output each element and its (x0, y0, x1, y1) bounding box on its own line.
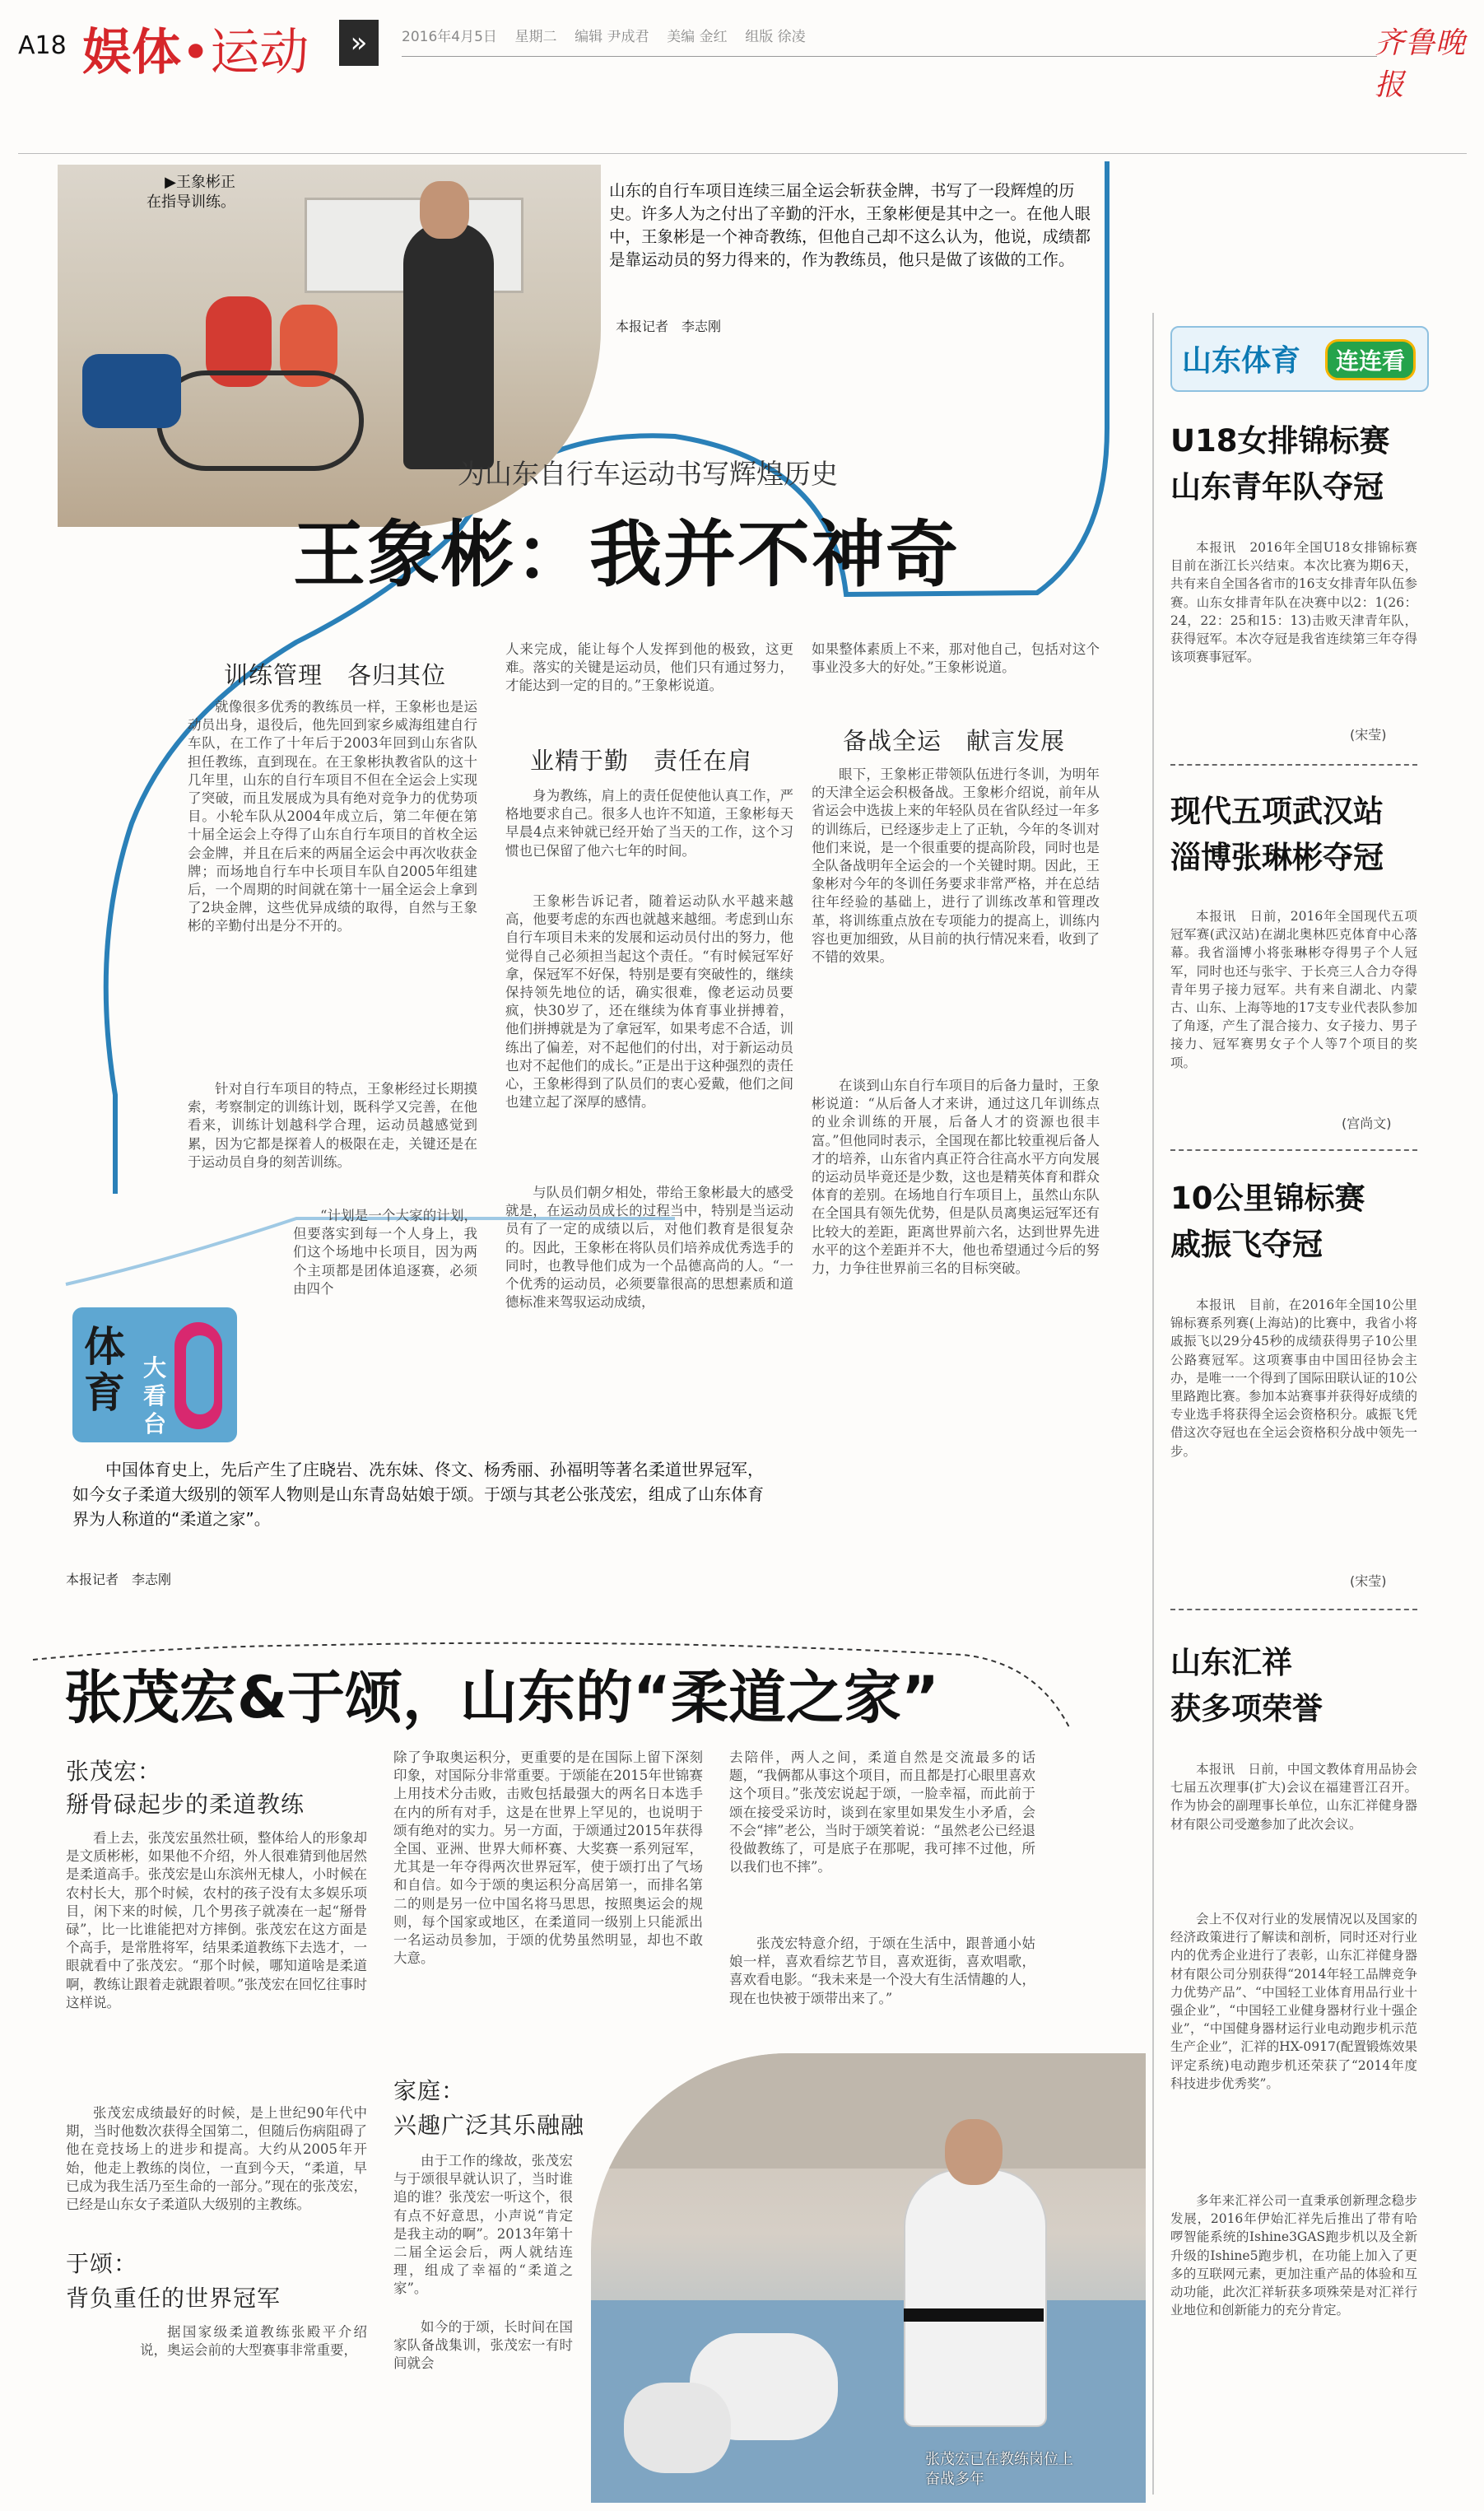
page-number: A18 (18, 31, 67, 60)
sidebar-item1-body: 本报讯 2016年全国U18女排锦标赛目前在浙江长兴结束。本次比赛为期6天，共有来自全国各省市的16支女排青年队伍参赛。山东女排青年队在决赛中以2：1(26：24，22：25和15：13)击败天津青年队，获得冠军。本次夺冠是我省连续第三年夺得该项赛事冠军。 (1170, 540, 1417, 665)
article2-photo (591, 2053, 1146, 2503)
article2-col1-p1: 看上去，张茂宏虽然壮硕，整体给人的形象却是文质彬彬，如果他不介绍，外人很难猜到他居然是柔道高手。张茂宏是山东滨州无棣人，小时候在农村长大，那个时候，农村的孩子没有太多娱乐项目，闲下来的时候，几个男孩子就凑在一起“掰骨碌”，比一比谁能把对方摔倒。张茂宏在这方面是个高手，是常胜将军，结果柔道教练下去选才，一眼就看中了张茂宏。“那个时候，哪知道啥是柔道啊，教练让跟着走就跟着呗。”张茂宏在回忆往事时这样说。 (66, 1830, 367, 2010)
sidebar-divider (1152, 313, 1154, 2495)
sidebar-item2-body: 本报讯 日前，2016年全国现代五项冠军赛(武汉站)在湖北奥林匹克体育中心落幕。我省淄博小将张琳彬夺得男子个人冠军，同时也还与张宇、于长亮三人合力夺得青年男子接力冠军。共有来自湖北、内蒙古、山东、上海等地的17支专业代表队参加了角逐，产生了混合接力、女子接力、男子接力、冠军赛男女子个人等7个项目的奖项。 (1170, 909, 1417, 1070)
photo-wall (591, 2053, 1146, 2169)
article1-lead: 山东的自行车项目连续三届全运会斩获金牌，书写了一段辉煌的历史。许多人为之付出了辛勤的汗水，王象彬便是其中之一。在他人眼中，王象彬是一个神奇教练，但他自己却不这么认为，他说，成绩都是靠运动员的努力得来的，作为教练员，他只是做了该做的工作。 (609, 181, 1091, 269)
photo-coach-head (945, 2119, 1003, 2185)
header-date: 2016年4月5日 (402, 29, 497, 45)
article1-col1-p1: 就像很多优秀的教练员一样，王象彬也是运动员出身，退役后，他先回到家乡威海组建自行车队，在工作了十年后于2003年回到山东省队担任教练，直到现在。在王象彬执教省队的这十几年里，山东的自行车项目不但在全运会上实现了突破，而且发展成为具有绝对竞争力的优势项目。小轮车队从2004年成立后，第二年便在第十届全运会上夺得了山东自行车项目的首枚全运会金牌，并且在后来的两届全运会中再次收获金牌；而场地自行车中长项目车队自2005年组建后，一个周期的时间就在第十一届全运会上拿到了2块金牌，这些优异成绩的取得，自然与王象彬的辛勤付出是分不开的。 (188, 699, 477, 934)
article1-col3-p2: 在谈到山东自行车项目的后备力量时，王象彬说道：“从后备人才来讲，通过这几年训练点的业余训练的开展，后备人才的资源也很丰富。”但他同时表示，全国现在都比较重视后备人才的培养，山东省内真正符合往高水平方向发展的运动员毕竟还是少数，这也是精英体育和群众体育的差别。在场地自行车项目上，虽然山东队在全国具有领先优势，但是队员离奥运冠军还有比较大的差距，距离世界前六名，达到世界先进水平的这个差距并不大，他也希望通过今后的努力，力争往世界前三名的目标突破。 (812, 1078, 1100, 1277)
sidebar-item1-title: U18女排锦标赛 山东青年队夺冠 (1170, 423, 1390, 505)
photo-bike-1 (156, 370, 364, 471)
article2-headline: 张茂宏&于颂，山东的“柔道之家” (64, 1664, 940, 1731)
article1-col2-p1: 身为教练，肩上的责任促使他认真工作，严格地要求自己。很多人也许不知道，王象彬每天早晨4点来钟就已经开始了当天的工作，这个习惯也已保留了他六七年的时间。 (505, 788, 793, 859)
sidebar-sep-1 (1170, 764, 1417, 766)
article1-col2-top: 人来完成，能让每个人发挥到他的极致，这更难。落实的关键是运动员，他们只有通过努力，才能达到一定的目的。”王象彬说道。 (505, 641, 793, 694)
article2-intro: 中国体育史上，先后产生了庄晓岩、冼东妹、佟文、杨秀丽、孙福明等著名柔道世界冠军，如今女子柔道大级别的领军人物则是山东青岛姑娘于颂。于颂与其老公张茂宏，组成了山东体育界为人称道的“柔道之家”。 (72, 1460, 764, 1529)
sidebar-item1-author: (宋莹) (1350, 727, 1387, 743)
photo-bike-2 (82, 354, 181, 428)
article2-subhead-2a: 于颂： (66, 2250, 138, 2277)
masthead-logo: 齐鲁晚报 (1375, 26, 1467, 102)
header-art: 美编 金红 (667, 29, 728, 45)
article1-headline: 王象彬：我并不神奇 (293, 512, 961, 597)
sidebar-item4-title: 山东汇祥 获多项荣誉 (1170, 1645, 1323, 1726)
sidebar-item2-author: (宫尚文) (1342, 1116, 1392, 1131)
article1-subhead-1: 训练管理 各归其位 (224, 661, 447, 689)
article2-subhead-3b: 兴趣广泛其乐融融 (393, 2112, 585, 2139)
section-title-dot: • (181, 24, 211, 82)
sidebar-badge (1170, 326, 1429, 392)
article2-col3-p1: 去陪伴，两人之间，柔道自然是交流最多的话题，“我俩都从事这个项目，而且都是打心眼里喜欢这个项目。”张茂宏说起于颂，一脸幸福，而此前于颂在接受采访时，谈到在家里如果发生小矛盾，会不会“摔”老公，当时于颂笑着说：“虽然老公已经退役做教练了，可是底子在那呢，我可摔不过他，所以我们也不摔”。 (729, 1749, 1035, 1875)
article1-col1-p2: 针对自行车项目的特点，王象彬经过长期摸索，考察制定的训练计划，既科学又完善，在他看来，训练计划越科学合理，运动员越感觉到累，因为它都是探着人的极限在走，关键还是在于运动员自身的刻苦训练。 (188, 1081, 477, 1170)
article2-subhead-2b: 背负重任的世界冠军 (66, 2285, 281, 2312)
sidebar-item4-p2: 会上不仅对行业的发展情况以及国家的经济政策进行了解读和剖析，同时还对行业内的优秀企业进行了表彰，山东汇祥健身器材有限公司分别获得“2014年轻工品牌竞争力优势产品”、“中国轻工业体育用品行业十强企业”，“中国轻工业健身器材行业十强企业”，“中国健身器材运行业电动跑步机示范生产企业”，汇祥的HX-0917(配置锻炼效果评定系统)电动跑步机还荣获了“2014年度科技进步优秀奖”。 (1170, 1912, 1417, 2091)
article2-photo-caption: 张茂宏已在教练岗位上 奋战多年 (925, 2451, 1073, 2488)
header-proof: 组版 徐凌 (745, 29, 806, 45)
article1-col3-top: 如果整体素质上不来，那对他自己，包括对这个事业没多大的好处。”王象彬说道。 (812, 641, 1100, 676)
article1-col1-p3: “计划是一个大家的计划，但要落实到每一个人身上，我们这个场地中长项目，因为两个主项都是团体追逐赛，必须由四个 (293, 1208, 477, 1297)
header-weekday: 星期二 (514, 29, 557, 45)
article1-subhead-2: 业精于勤 责任在肩 (530, 747, 753, 775)
section-title-b: 运动 (210, 24, 309, 82)
photo-coach-figure (403, 222, 494, 469)
article2-byline: 本报记者 李志刚 (66, 1572, 172, 1587)
sidebar-item4-body: 本报讯 日前，中国文教体育用品协会七届五次理事(扩大)会议在福建晋江召开。作为协会的副理事长单位，山东汇祥健身器材有限公司受邀参加了此次会议。 (1170, 1762, 1417, 1832)
dakantai-char-4: 看 (143, 1382, 167, 1409)
article2-col2-p2: 由于工作的缘故，张茂宏与于颂很早就认识了，当时谁追的谁？张茂宏一听这个，很有点不好意思，小声说“肯定是我主动的啊”。2013年第十二届全运会后，两人就结连理，组成了幸福的“柔道之家”。 (393, 2153, 573, 2297)
article1-col3-p1: 眼下，王象彬正带领队伍进行冬训，为明年的天津全运会积极备战。王象彬介绍说，前年从省运会中选拔上来的年轻队员在省队经过一年多的训练后，已经逐步走上了正轨，今年的冬训对他们来说，是一个很重要的提高阶段，同时也是全队备战明年全运会的一个关键时期。因此，王象彬对今年的冬训任务要求非常严格，并在总结往年经验的基础上，进行了训练改革和管理改革，将训练重点放在专项能力的提高上，训练内容也更加细致，从目前的执行情况来看，收到了不错的效果。 (812, 766, 1100, 966)
photo-black-belt (904, 2308, 1044, 2322)
sidebar-sep-2 (1170, 1149, 1417, 1151)
dakantai-char-3: 大 (143, 1354, 167, 1381)
photo-coach-judogi (904, 2169, 1047, 2427)
photo-athlete-2 (624, 2383, 731, 2473)
header-editor: 编辑 尹成君 (575, 29, 649, 45)
article1-photo-caption: ▶王象彬正 在指导训练。 (147, 174, 235, 211)
dakantai-char-2: 育 (84, 1368, 125, 1417)
article1-byline: 本报记者 李志刚 (616, 319, 722, 334)
article1-col2-p3: 与队员们朝夕相处，带给王象彬最大的感受就是，在运动员成长的过程当中，特别是当运动员有了一定的成绩以后，对他们教育是很复杂的。因此，王象彬在将队员们培养成优秀选手的同时，也教导他们成为一个品德高尚的人。“一个优秀的运动员，必须要靠很高的思想素质和道德标准来驾驭运动成绩， (505, 1185, 793, 1311)
sidebar-item3-body: 本报讯 目前，在2016年全国10公里锦标赛系列赛(上海站)的比赛中，我省小将戚振飞以29分45秒的成绩获得男子10公里公路赛冠军。这项赛事由中国田径协会主办，是唯一一个得到了国际田联认证的10公里路跑比赛。参加本站赛事并获得好成绩的专业选手将获得全运会资格积分。戚振飞凭借这次夺冠也在全运会资格积分战中领先一步。 (1170, 1297, 1417, 1459)
sidebar-item3-title: 10公里锦标赛 戚振飞夺冠 (1170, 1181, 1365, 1262)
article2-col2-p3: 如今的于颂，长时间在国家队备战集训，张茂宏一有时间就会 (393, 2319, 573, 2372)
photo-coach-head (420, 181, 469, 239)
dakantai-swirl-inner (186, 1335, 214, 1414)
article2-subhead-3a: 家庭： (393, 2077, 466, 2104)
section-title-a: 娱体 (82, 24, 181, 82)
article2-subhead-1a: 张茂宏： (66, 1758, 162, 1785)
sidebar-item4-p3: 多年来汇祥公司一直秉承创新理念稳步发展，2016年伊始汇祥先后推出了带有哈啰智能系统的Ishine3GAS跑步机以及全新升级的Ishine5跑步机，在功能上加入了更多的互联网元素，更加注重产品的体验和互动功能，此次汇祥斩获多项殊荣是对汇祥行业地位和创新能力的充分肯定。 (1170, 2193, 1417, 2318)
sidebar-badge-tag: 连连看 (1325, 339, 1416, 380)
article2-subhead-1b: 掰骨碌起步的柔道教练 (66, 1791, 305, 1818)
article2-col3-p2: 张茂宏特意介绍，于颂在生活中，跟普通小姑娘一样，喜欢看综艺节目，喜欢逛街，喜欢唱歌，喜欢看电影。“我未来是一个没大有生活情趣的人，现在也快被于颂带出来了。” (729, 1936, 1035, 2006)
sidebar-item2-title: 现代五项武汉站 淄博张琳彬夺冠 (1170, 794, 1384, 875)
article2-col1-p3: 据国家级柔道教练张殿平介绍说，奥运会前的大型赛事非常重要， (140, 2324, 367, 2359)
article2-col2-p1: 除了争取奥运积分，更重要的是在国际上留下深刻印象，对国际分非常重要。于颂能在2015年世锦赛上用技术分击败，击败包括最强大的两名日本选手在内的所有对手，这是在世界上罕见的，也说明于颂有绝对的实力。另一方面，于颂通过2015年获得全国、亚洲、世界大师杯赛、大奖赛一系列冠军，尤其是一年夺得两次世界冠军，使于颂打出了气场和自信。如今于颂的奥运积分高居第一，而排名第二的则是另一位中国名将马思思，按照奥运会的规则，每个国家或地区，在柔道同一级别上只能派出一名运动员参加，于颂的优势虽然明显，却也不敢大意。 (393, 1749, 703, 1967)
article1-kicker: 为山东自行车运动书写辉煌历史 (458, 458, 838, 490)
dakantai-char-1: 体 (84, 1322, 125, 1371)
article1-col2-p2: 王象彬告诉记者，随着运动队水平越来越高，他要考虑的东西也就越来越细。考虑到山东自行车项目未来的发展和运动员付出的努力，他觉得自己必须担当起这个责任。“有时候冠军好拿，保冠军不好保，特别是要有突破性的，继续保持领先地位的话，确实很难，像老运动员要疯，快30岁了，还在继续为体育事业拼搏着，他们拼搏就是为了拿冠军，如果考虑不合适，训练出了偏差，对不起他们的付出，对于新运动员也对不起他们的成长。”正是出于这种强烈的责任心，王象彬得到了队员们的衷心爱戴，他们之间也建立起了深厚的感情。 (505, 893, 793, 1111)
sidebar-badge-title: 山东体育 (1182, 344, 1301, 378)
dakantai-logo (72, 1307, 237, 1442)
sidebar-sep-3 (1170, 1609, 1417, 1610)
dakantai-char-5: 台 (143, 1410, 167, 1437)
sidebar-item3-author: (宋莹) (1350, 1573, 1387, 1589)
article1-subhead-3: 备战全运 献言发展 (843, 727, 1066, 755)
article2-col1-p2: 张茂宏成绩最好的时候，是上世纪90年代中期，当时他数次获得全国第二，但随后伤病阻碍了他在竞技场上的进步和提高。大约从2005年开始，他走上教练的岗位，一直到今天，“柔道，早已成为我生活乃至生命的一部分。”现在的张茂宏，已经是山东女子柔道队大级别的主教练。 (66, 2105, 367, 2213)
chevron-double-right-icon: » (339, 20, 379, 66)
